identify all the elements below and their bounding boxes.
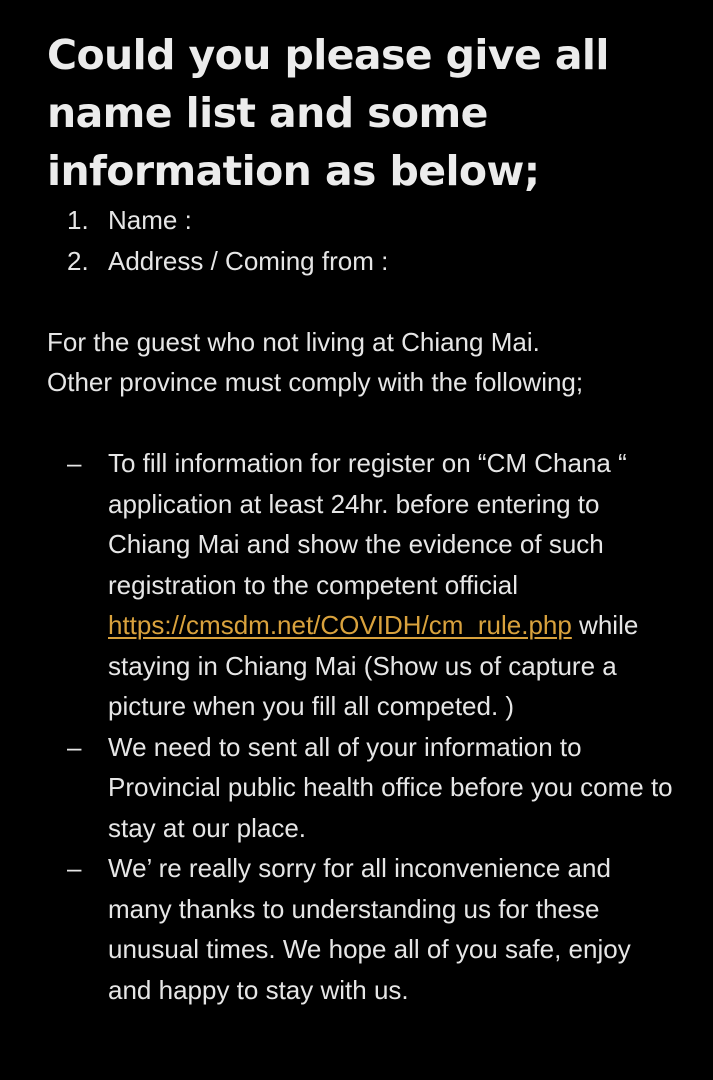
rule-text: We need to sent all of your information to Provincial public health office before you come to stay at our place. [108,731,673,843]
note-body [47,200,673,1010]
list-item-address [47,241,673,282]
field-label-address: Address / Coming from : [108,245,389,276]
dash-bullet: – [67,853,82,883]
note-title: Could you please give all name list and some information as below; [47,31,609,195]
paragraph-line: For the guest who not living at Chiang Mai. [47,326,540,357]
rule-item-registration [47,443,673,727]
guest-requirement-paragraph [47,322,673,403]
dash-bullet: – [67,448,82,478]
rule-item-apology [47,848,673,1010]
dash-bullet: – [67,731,82,762]
rule-text: We’ re really sorry for all inconvenience and many thanks to understanding us for these unusual times. We hope all of you safe, enjoy and happy to stay with us. [108,853,631,1005]
rules-list [47,443,673,1010]
rule-link[interactable]: https://cmsdm.net/COVIDH/cm_rule.php [108,610,572,640]
field-label-name: Name : [108,205,192,235]
list-number: 1. [67,205,89,235]
rule-text: while staying in Chiang Mai (Show us of capture a picture when you fill all competed. ) [108,610,639,721]
spacer [47,403,673,444]
list-item-name [47,200,673,241]
spacer [47,281,673,322]
list-number: 2. [67,245,89,276]
rule-text: To fill information for register on “CM Chana “ application at least 24hr. before entering to Chiang Mai and show the evidence of such registration to the competent official [108,448,627,600]
info-field-list [47,200,673,281]
rule-item-health-office [47,727,673,849]
paragraph-line: Other province must comply with the following; [47,367,584,397]
